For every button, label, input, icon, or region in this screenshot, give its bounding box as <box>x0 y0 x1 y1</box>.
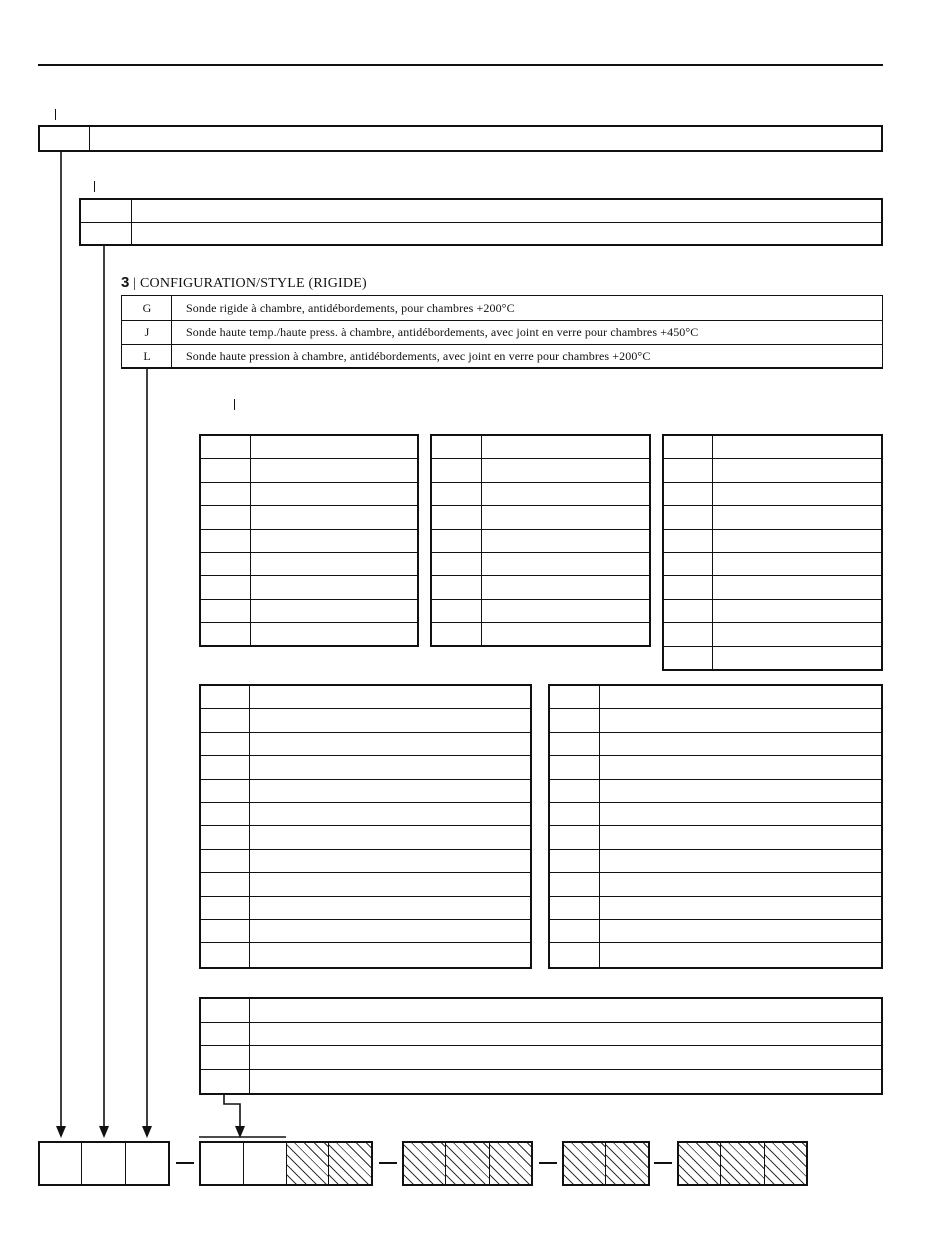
option-text: Sonde haute temp./haute press. à chambre, antidébordements, avec joint en verre pour chambres +450°C <box>186 325 699 339</box>
grid-row-divider <box>664 529 881 530</box>
grid-row-divider <box>550 755 881 756</box>
grid-row-divider <box>201 732 530 733</box>
grid-row-divider <box>432 575 649 576</box>
code-slot-hatched <box>679 1143 721 1184</box>
grid-row-divider <box>201 849 530 850</box>
grid-row-divider <box>550 708 881 709</box>
grid-row-divider <box>201 919 530 920</box>
code-slot <box>126 1143 168 1184</box>
option-code: J <box>144 325 150 339</box>
section-1-marker <box>55 109 56 120</box>
grid-row-divider <box>201 552 417 553</box>
grid-row-divider <box>201 458 417 459</box>
option-table-d <box>199 684 532 969</box>
grid-row-divider <box>664 575 881 576</box>
code-slot <box>244 1143 287 1184</box>
model-code-group-3 <box>402 1141 533 1186</box>
section-3-table <box>121 295 883 369</box>
grid-row-divider <box>432 529 649 530</box>
option-table-f <box>199 997 883 1095</box>
grid-row-divider <box>664 482 881 483</box>
top-rule <box>38 64 883 66</box>
grid-row-divider <box>201 779 530 780</box>
code-slot-hatched <box>490 1143 531 1184</box>
section-1-table <box>38 125 883 152</box>
option-code: L <box>143 349 151 363</box>
option-code: G <box>142 301 152 315</box>
option-table-e <box>548 684 883 969</box>
model-code-group-2 <box>199 1141 373 1186</box>
code-slot-hatched <box>564 1143 606 1184</box>
code-slot-hatched <box>287 1143 330 1184</box>
grid-row-divider <box>432 599 649 600</box>
code-slot-hatched <box>446 1143 489 1184</box>
code-slot <box>201 1143 244 1184</box>
section-3-number: 3 <box>121 274 130 291</box>
grid-row-divider <box>432 622 649 623</box>
section-3-row-divider <box>122 320 882 321</box>
section-2-row-divider <box>81 222 881 223</box>
code-slot-hatched <box>721 1143 764 1184</box>
grid-row-divider <box>201 575 417 576</box>
section-3-heading <box>121 274 367 292</box>
grid-row-divider <box>664 458 881 459</box>
option-table-a <box>199 434 419 647</box>
model-code-group-4 <box>562 1141 650 1186</box>
grid-row-divider <box>201 802 530 803</box>
grid-row-divider <box>201 755 530 756</box>
grid-row-divider <box>201 482 417 483</box>
option-text: Sonde haute pression à chambre, antidébordements, avec joint en verre pour chambres +200°C <box>186 349 651 363</box>
code-separator <box>379 1162 397 1164</box>
code-slot-hatched <box>606 1143 648 1184</box>
grid-row-divider <box>201 825 530 826</box>
code-column-divider <box>249 999 250 1093</box>
grid-row-divider <box>550 919 881 920</box>
code-separator <box>654 1162 672 1164</box>
model-code-group-5 <box>677 1141 808 1186</box>
grid-row-divider <box>664 622 881 623</box>
grid-row-divider <box>664 505 881 506</box>
grid-row-divider <box>201 942 530 943</box>
grid-row-divider <box>550 896 881 897</box>
grid-row-divider <box>201 622 417 623</box>
code-slot-hatched <box>404 1143 446 1184</box>
section-3-title: CONFIGURATION/STYLE (RIGIDE) <box>139 276 367 291</box>
grid-row-divider <box>550 942 881 943</box>
grid-row-divider <box>550 872 881 873</box>
grid-row-divider <box>432 458 649 459</box>
grid-row-divider <box>201 1069 881 1070</box>
code-slot <box>40 1143 82 1184</box>
grid-row-divider <box>201 896 530 897</box>
section-3-separator: | <box>133 276 137 291</box>
grid-row-divider <box>550 732 881 733</box>
grid-row-divider <box>550 779 881 780</box>
option-table-b <box>430 434 651 647</box>
model-code-group-1 <box>38 1141 170 1186</box>
code-column-divider <box>481 436 482 645</box>
code-column-divider <box>249 686 250 967</box>
grid-row-divider <box>201 708 530 709</box>
section-2-table <box>79 198 883 246</box>
grid-row-divider <box>201 1045 881 1046</box>
grid-row-divider <box>550 849 881 850</box>
grid-row-divider <box>664 599 881 600</box>
grid-row-divider <box>201 529 417 530</box>
code-slot <box>82 1143 125 1184</box>
grid-row-divider <box>201 1022 881 1023</box>
option-text: Sonde rigide à chambre, antidébordements, pour chambres +200°C <box>186 301 515 315</box>
grid-row-divider <box>201 599 417 600</box>
code-column-divider <box>599 686 600 967</box>
grid-row-divider <box>664 552 881 553</box>
grid-row-divider <box>550 825 881 826</box>
option-table-c <box>662 434 883 671</box>
section-2-marker <box>94 181 95 192</box>
code-separator <box>176 1162 194 1164</box>
grid-row-divider <box>201 505 417 506</box>
grid-row-divider <box>550 802 881 803</box>
section-3-row-divider <box>122 344 882 345</box>
grid-row-divider <box>201 872 530 873</box>
code-column-divider <box>250 436 251 645</box>
grid-row-divider <box>664 646 881 647</box>
grid-row-divider <box>432 505 649 506</box>
grid-row-divider <box>432 552 649 553</box>
code-slot-hatched <box>329 1143 371 1184</box>
section-1-code-cell <box>40 127 90 150</box>
code-slot-hatched <box>765 1143 806 1184</box>
grid-row-divider <box>432 482 649 483</box>
section-4-marker <box>234 399 235 410</box>
code-separator <box>539 1162 557 1164</box>
